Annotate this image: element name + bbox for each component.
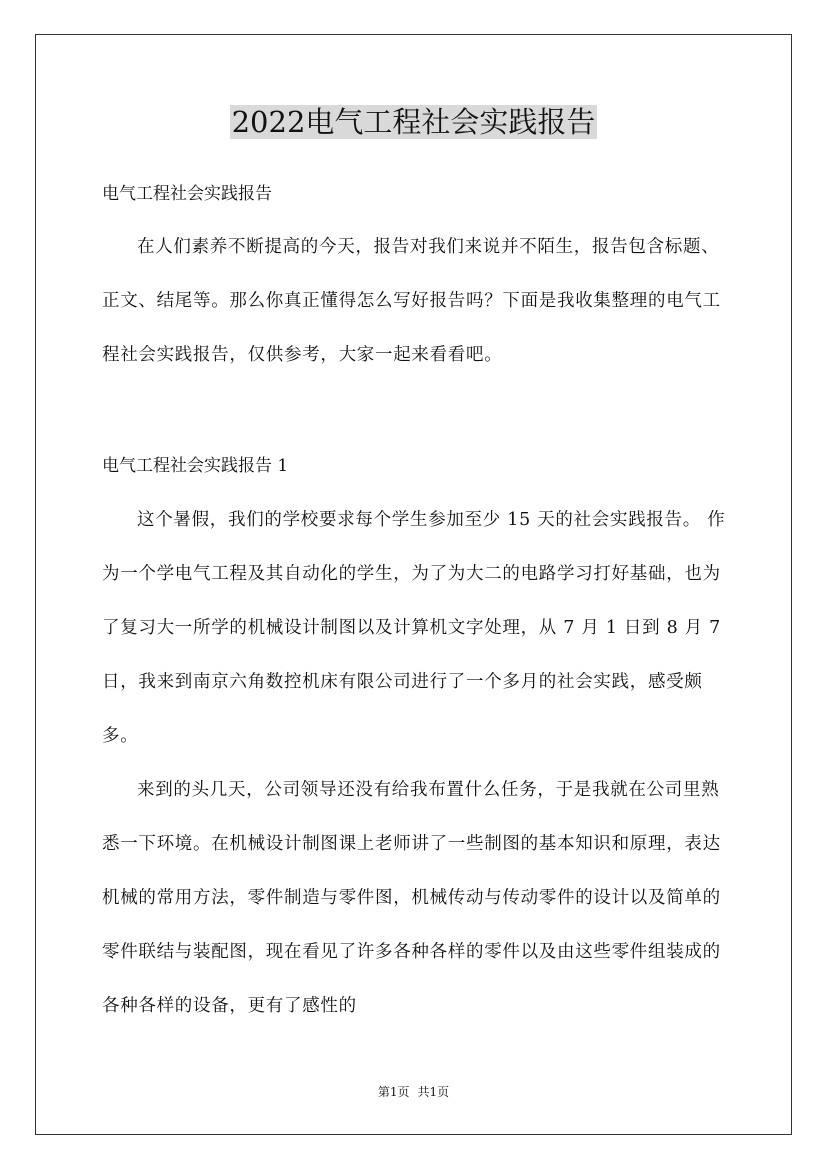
document-title <box>0 100 827 144</box>
page-footer <box>0 1084 827 1100</box>
body-paragraph: 这个暑假，我们的学校要求每个学生参加至少 15 天的社会实践报告。 作为一个学电气工程及其自动化的学生，为了为大二的电路学习打好基础，也为了复习大一所学的机械设计制图以及计算机文字处理，从 7 月 1 日到 8 月 7 日，我来到南京六角数控机床有限公司进行了一个多月的社会实践，感受颇多。 <box>102 510 726 746</box>
section-heading: 电气工程社会实践报告 1 <box>102 456 289 476</box>
intro-heading: 电气工程社会实践报告 <box>102 184 272 204</box>
intro-paragraph: 在人们素养不断提高的今天，报告对我们来说并不陌生，报告包含标题、正文、结尾等。那么你真正懂得怎么写好报告吗？下面是我收集整理的电气工程社会实践报告，仅供参考，大家一起来看看吧。 <box>102 237 721 365</box>
document-title-text: 2022电气工程社会实践报告 <box>231 105 596 139</box>
page-total: 共1页 <box>417 1085 450 1099</box>
body-paragraph: 来到的头几天，公司领导还没有给我布置什么任务，于是我就在公司里熟悉一下环境。在机械设计制图课上老师讲了一些制图的基本知识和原理，表达机械的常用方法，零件制造与零件图，机械传动与传动零件的设计以及简单的零件联结与装配图，现在看见了许多各种各样的零件以及由这些零件组装成的各种各样的设备，更有了感性的 <box>102 780 721 1016</box>
page-number: 第1页 <box>377 1085 410 1099</box>
